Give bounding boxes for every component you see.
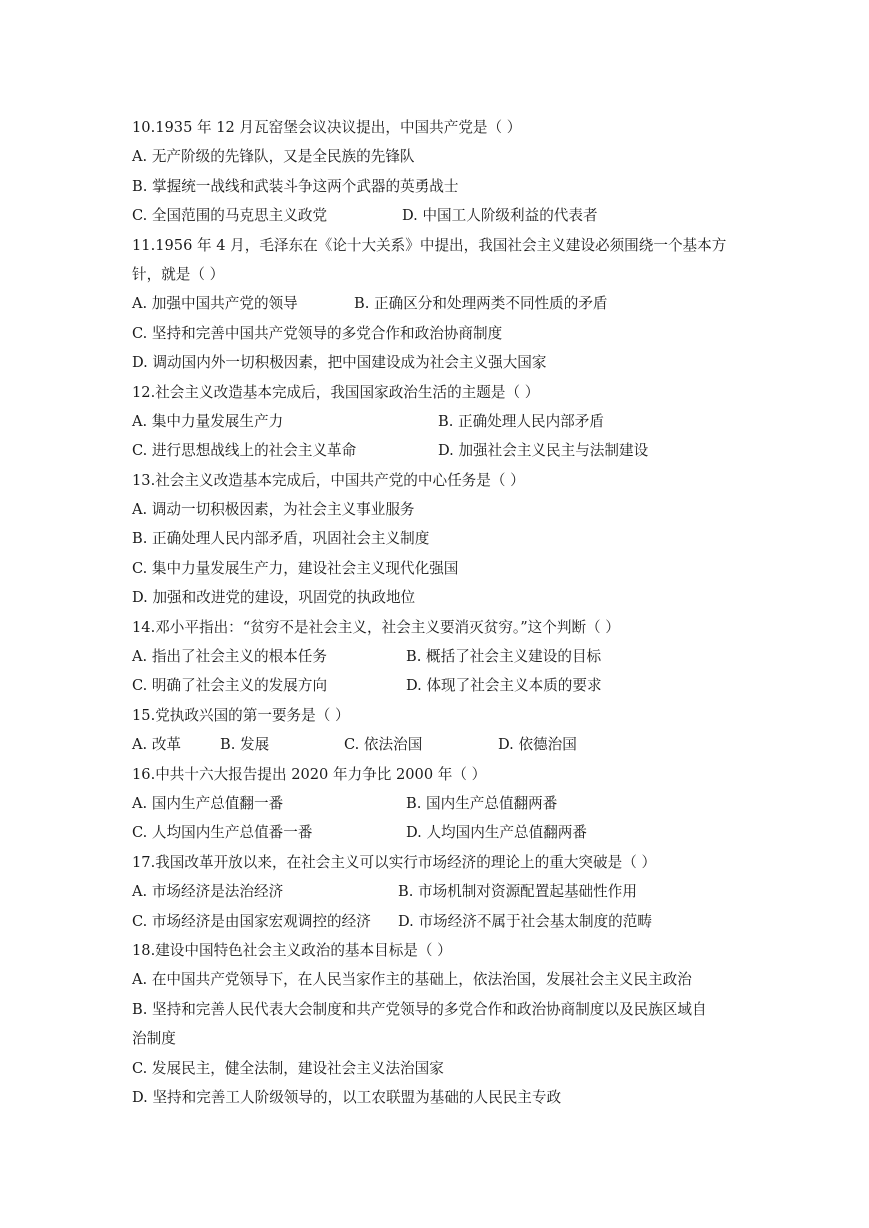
- options-12-ab: [132, 407, 732, 436]
- option-10-c: C. 全国范围的马克思主义政党: [132, 207, 328, 225]
- option-18-d: D. 坚持和完善工人阶级领导的，以工农联盟为基础的人民民主专政: [132, 1088, 562, 1106]
- question-stem-12: 12.社会主义改造基本完成后，我国国家政治生活的主题是（ ）: [132, 383, 540, 401]
- option-12-a: A. 集中力量发展生产力: [132, 412, 284, 430]
- options-17-cd: [132, 907, 732, 936]
- option-18-a: A. 在中国共产党领导下，在人民当家作主的基础上，依法治国，发展社会主义民主政治: [132, 971, 692, 989]
- options-14-ab: [132, 642, 732, 671]
- option-10-b: B. 掌握统一战线和武装斗争这两个武器的英勇战士: [132, 177, 459, 195]
- option-14-c: C. 明确了社会主义的发展方向: [132, 677, 328, 695]
- option-15-c: C. 依法治国: [344, 736, 423, 754]
- option-14-a: A. 指出了社会主义的根本任务: [132, 648, 327, 666]
- option-15-b: B. 发展: [220, 736, 270, 754]
- options-16-ab: [132, 789, 732, 818]
- option-17-b: B. 市场机制对资源配置起基础性作用: [398, 883, 637, 901]
- option-13-d: D. 加强和改进党的建设，巩固党的执政地位: [132, 589, 416, 607]
- option-16-c: C. 人均国内生产总值番一番: [132, 824, 313, 842]
- question-stem-11: 11.1956 年 4 月，毛泽东在《论十大关系》中提出，我国社会主义建设必须围绕一个基本方: [132, 236, 727, 254]
- options-12-cd: [132, 436, 732, 465]
- question-stem-11-cont: 针，就是（ ）: [132, 265, 225, 283]
- option-14-d: D. 体现了社会主义本质的要求: [406, 677, 602, 695]
- options-14-cd: [132, 671, 732, 700]
- option-18-b: B. 坚持和完善人民代表大会制度和共产党领导的多党合作和政治协商制度以及民族区域自: [132, 1000, 707, 1018]
- option-18-c: C. 发展民主，健全法制，建设社会主义法治国家: [132, 1059, 444, 1077]
- option-12-b: B. 正确处理人民内部矛盾: [438, 412, 604, 430]
- option-11-c: C. 坚持和完善中国共产党领导的多党合作和政治协商制度: [132, 324, 503, 342]
- option-12-d: D. 加强社会主义民主与法制建设: [438, 442, 649, 460]
- options-11-ab: [132, 289, 732, 318]
- option-11-b: B. 正确区分和处理两类不同性质的矛盾: [354, 295, 608, 313]
- option-12-c: C. 进行思想战线上的社会主义革命: [132, 442, 357, 460]
- option-13-a: A. 调动一切积极因素，为社会主义事业服务: [132, 501, 415, 519]
- option-11-a: A. 加强中国共产党的领导: [132, 295, 298, 313]
- option-17-c: C. 市场经济是由国家宏观调控的经济: [132, 912, 371, 930]
- question-stem-17: 17.我国改革开放以来，在社会主义可以实行市场经济的理论上的重大突破是（ ）: [132, 853, 657, 871]
- question-stem-10: 10.1935 年 12 月瓦窑堡会议决议提出，中国共产党是（ ）: [132, 119, 522, 136]
- question-stem-16: 16.中共十六大报告提出 2020 年力争比 2000 年（ ）: [132, 765, 487, 783]
- option-16-a: A. 国内生产总值翻一番: [132, 794, 284, 812]
- option-17-a: A. 市场经济是法治经济: [132, 883, 284, 901]
- options-15: [132, 730, 732, 759]
- option-13-b: B. 正确处理人民内部矛盾，巩固社会主义制度: [132, 530, 430, 548]
- option-15-a: A. 改革: [132, 736, 182, 754]
- option-11-d: D. 调动国内外一切积极因素，把中国建设成为社会主义强大国家: [132, 354, 547, 372]
- option-14-b: B. 概括了社会主义建设的目标: [406, 648, 602, 666]
- option-15-d: D. 依德治国: [498, 736, 577, 754]
- option-18-b-cont: 治制度: [132, 1030, 176, 1048]
- option-16-b: B. 国内生产总值翻两番: [406, 794, 558, 812]
- options-17-ab: [132, 877, 732, 906]
- question-stem-13: 13.社会主义改造基本完成后，中国共产党的中心任务是（ ）: [132, 471, 525, 489]
- options-10-cd: [132, 201, 732, 230]
- question-stem-14: 14.邓小平指出：“贫穷不是社会主义，社会主义要消灭贫穷。”这个判断（ ）: [132, 618, 620, 636]
- question-stem-15: 15.党执政兴国的第一要务是（ ）: [132, 706, 350, 724]
- option-13-c: C. 集中力量发展生产力，建设社会主义现代化强国: [132, 559, 459, 577]
- question-list: [132, 113, 732, 1112]
- option-10-d: D. 中国工人阶级利益的代表者: [402, 207, 598, 225]
- option-17-d: D. 市场经济不属于社会基太制度的范畴: [398, 912, 652, 930]
- options-16-cd: [132, 818, 732, 847]
- option-16-d: D. 人均国内生产总值翻两番: [406, 824, 587, 842]
- option-10-a: A. 无产阶级的先锋队，又是全民族的先锋队: [132, 148, 415, 166]
- question-stem-18: 18.建设中国特色社会主义政治的基本目标是（ ）: [132, 941, 452, 959]
